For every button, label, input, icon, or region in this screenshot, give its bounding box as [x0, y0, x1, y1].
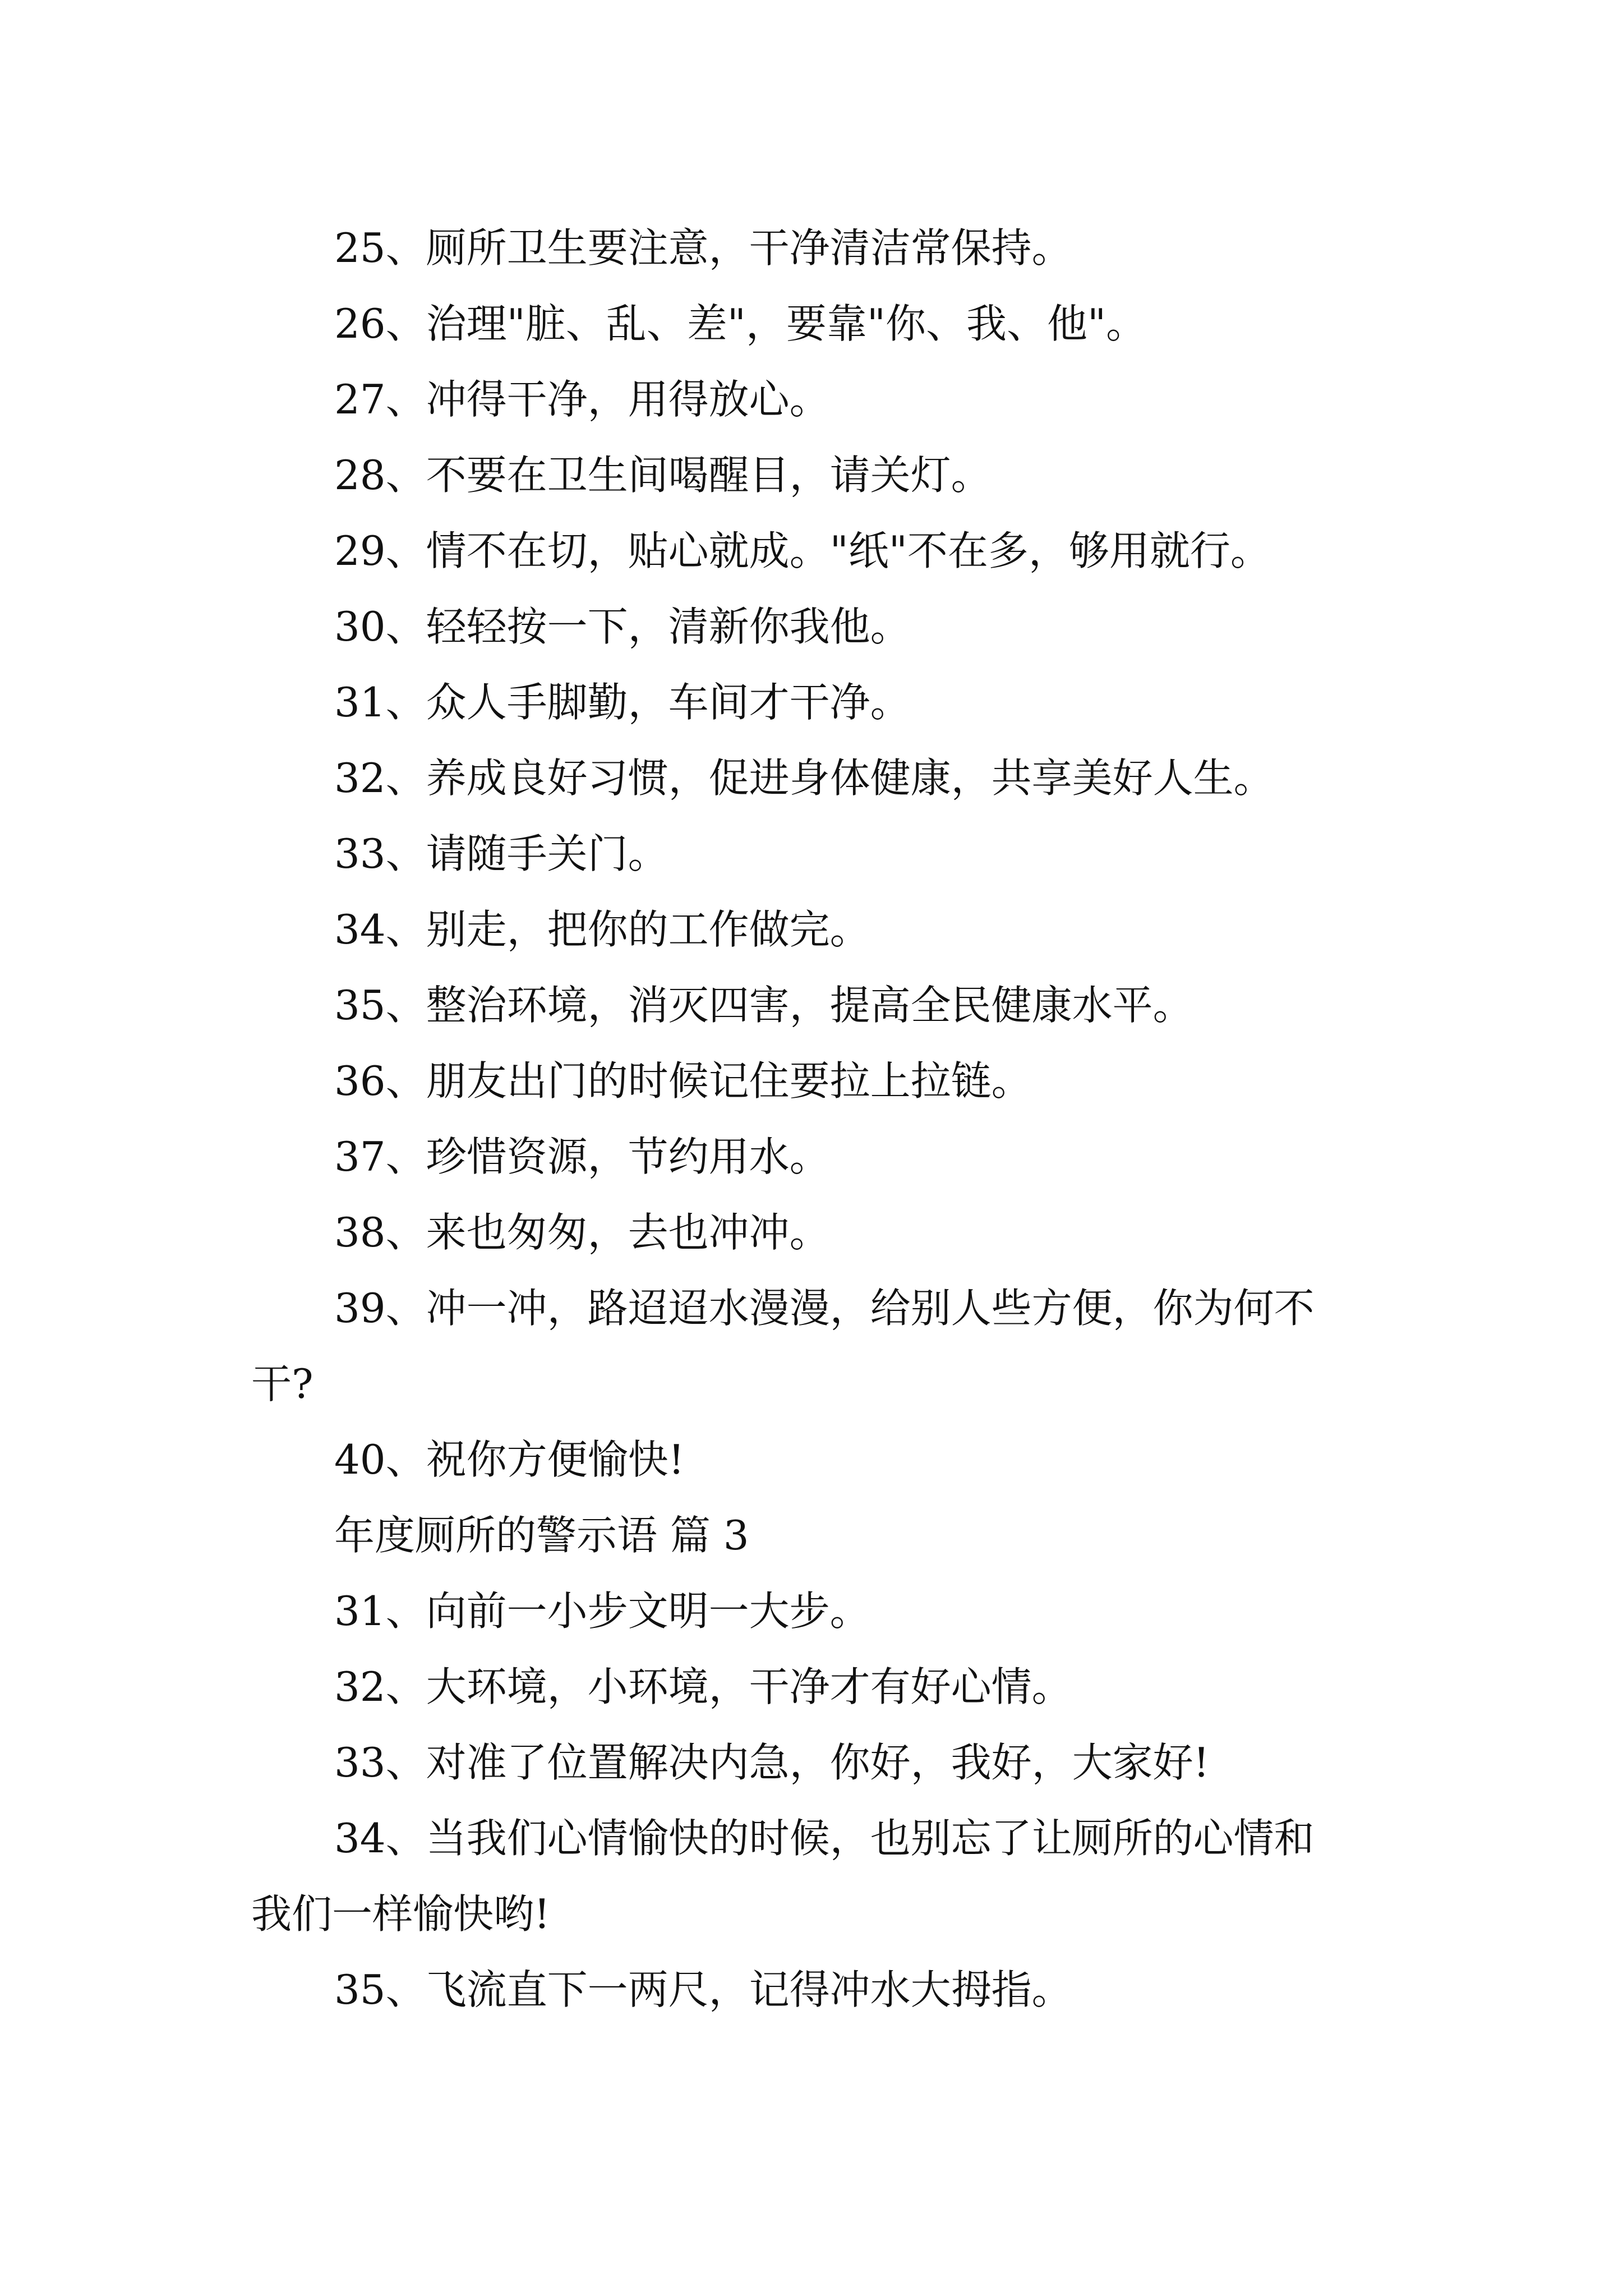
section-3-slogan-31: 31、向前一小步文明一大步。 [334, 1588, 870, 1635]
section-heading: 年度厕所的警示语 篇 3 [334, 1512, 749, 1559]
section-3-slogan-33: 33、对准了位置解决内急，你好，我好，大家好! [334, 1739, 1210, 1786]
slogan-39-line-2: 干? [251, 1360, 313, 1407]
section-3-slogan-32: 32、大环境，小环境，干净才有好心情。 [334, 1663, 1072, 1710]
slogan-29: 29、情不在切，贴心就成。"纸"不在多，够用就行。 [334, 527, 1271, 574]
slogan-38: 38、来也匆匆，去也冲冲。 [334, 1209, 830, 1256]
slogan-28: 28、不要在卫生间喝醒目，请关灯。 [334, 452, 992, 499]
slogan-39-line-1: 39、冲一冲，路迢迢水漫漫，给别人些方便，你为何不 [334, 1285, 1315, 1332]
section-3-slogan-35: 35、飞流直下一两尺，记得冲水大拇指。 [334, 1966, 1072, 2013]
slogan-26: 26、治理"脏、乱、差"，要靠"你、我、他"。 [334, 300, 1147, 347]
section-3-slogan-34-line-2: 我们一样愉快哟! [251, 1890, 550, 1938]
slogan-35: 35、整治环境，消灭四害，提高全民健康水平。 [334, 982, 1193, 1029]
slogan-36: 36、朋友出门的时候记住要拉上拉链。 [334, 1057, 1032, 1105]
slogan-31: 31、众人手脚勤，车间才干净。 [334, 679, 911, 726]
slogan-40: 40、祝你方便愉快! [334, 1436, 685, 1483]
document-body [251, 210, 1395, 2028]
slogan-30: 30、轻轻按一下，清新你我他。 [334, 603, 911, 650]
slogan-25: 25、厕所卫生要注意，干净清洁常保持。 [334, 224, 1072, 272]
slogan-33: 33、请随手关门。 [334, 830, 668, 877]
slogan-27: 27、冲得干净，用得放心。 [334, 376, 830, 423]
slogan-34: 34、别走，把你的工作做完。 [334, 906, 870, 953]
section-3-slogan-34-line-1: 34、当我们心情愉快的时候，也别忘了让厕所的心情和 [334, 1815, 1315, 1862]
slogan-32: 32、养成良好习惯，促进身体健康，共享美好人生。 [334, 754, 1274, 802]
slogan-37: 37、珍惜资源，节约用水。 [334, 1133, 830, 1180]
